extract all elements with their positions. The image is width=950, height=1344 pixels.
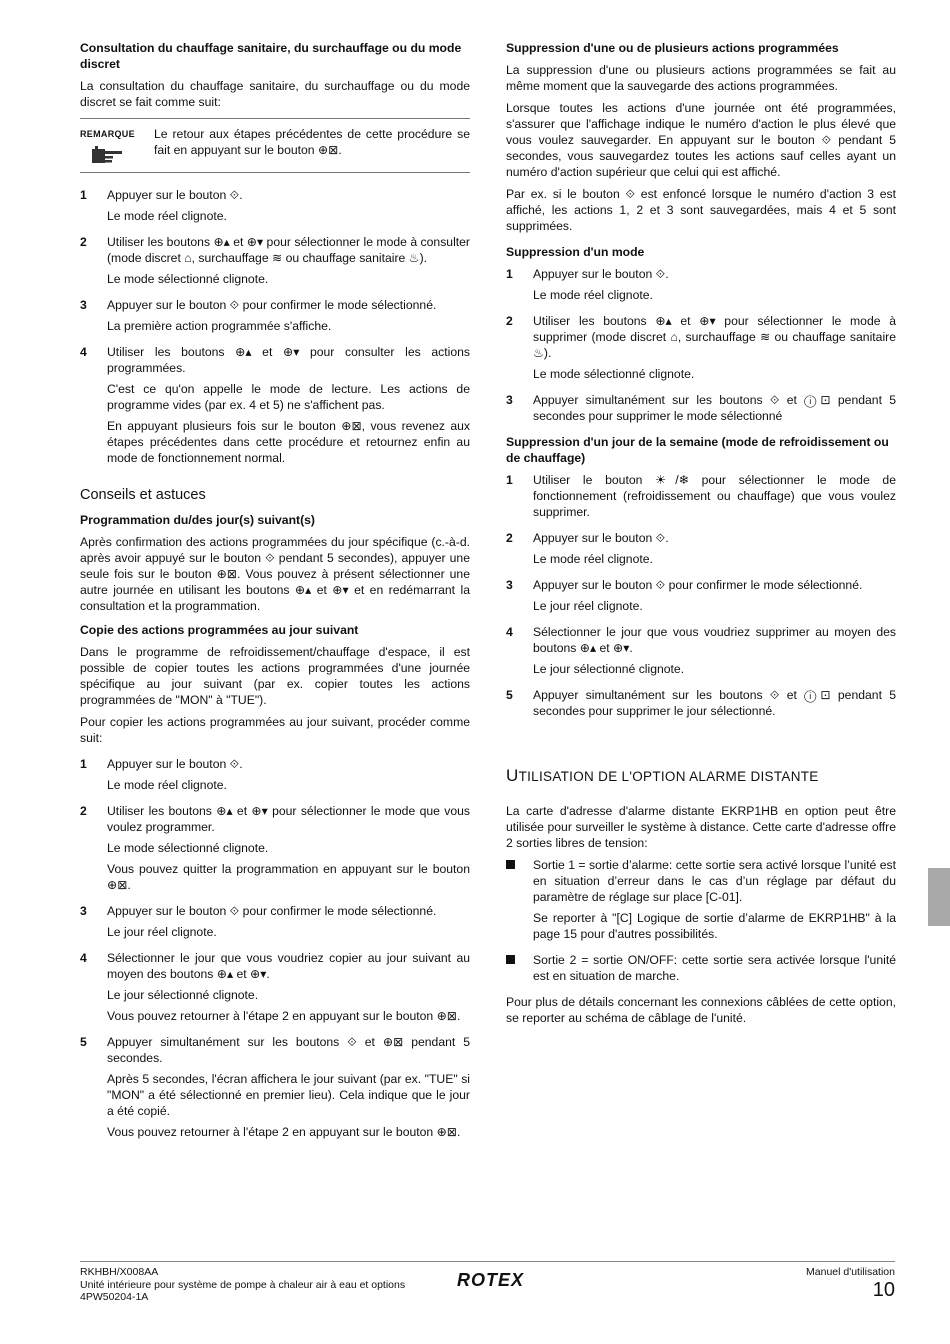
step-number: 1	[506, 267, 513, 281]
footer-model: RKHBH/X008AA	[80, 1266, 159, 1278]
step-text: Appuyer simultanément sur les boutons ⟐ et ⓘ⊡ pendant 5 secondes pour supprimer le mode sélectionné	[533, 393, 896, 423]
step-text: Le jour sélectionné clignote.	[533, 662, 685, 676]
section-title: Conseils et astuces	[80, 487, 206, 503]
paragraph: Dans le programme de refroidissement/chauffage d'espace, il est possible de copier toutes les actions programmées d'une journée spécifique au jour suivant (par ex. copier toutes les actions programmées de "MON" à "TUE").	[80, 645, 470, 707]
step-number: 3	[506, 393, 513, 407]
step-item	[80, 903, 470, 945]
remark-box	[80, 118, 470, 173]
step-text: Utiliser les boutons ⊕▴ et ⊕▾ pour sélectionner le mode à supprimer (mode discret ⌂, surchauffage ≋ ou chauffage sanitaire ♨).	[533, 314, 896, 360]
footer-manual: Manuel d'utilisation	[806, 1266, 895, 1278]
left-column	[80, 40, 470, 1150]
step-number: 3	[80, 904, 87, 918]
section-intro: La consultation du chauffage sanitaire, du surchauffage ou du mode discret se fait comme suit:	[80, 79, 470, 109]
step-number: 3	[80, 298, 87, 312]
step-text: La première action programmée s'affiche.	[107, 319, 332, 333]
step-text: Utiliser les boutons ⊕▴ et ⊕▾ pour consulter les actions programmées.	[107, 345, 470, 375]
paragraph: La carte d'adresse d'alarme distante EKRP1HB en option peut être utilisée pour surveiller le système à distance. Cette carte d'adresse offre 2 sorties libres de tension:	[506, 804, 896, 850]
step-item	[506, 530, 896, 572]
step-text: Le jour sélectionné clignote.	[107, 988, 259, 1002]
step-number: 2	[506, 531, 513, 545]
step-text: Utiliser le bouton ☀/❄ pour sélectionner le mode de fonctionnement (refroidissement ou chauffage) que vous voulez supprimer.	[533, 473, 896, 519]
step-text: Appuyer simultanément sur les boutons ⟐ et ⓘ⊡ pendant 5 secondes pour supprimer le jour sélectionné.	[533, 688, 896, 718]
step-text: Le jour réel clignote.	[533, 599, 643, 613]
step-number: 5	[80, 1035, 87, 1049]
page-footer	[80, 1261, 895, 1303]
bullet-text: Sortie 1 = sortie d’alarme: cette sortie sera activé lorsque l’unité est en situation d’erreur dans le cas d’un réglage par défaut du paramètre de réglage sur place [C-01].	[533, 858, 896, 904]
step-number: 2	[80, 235, 87, 249]
step-item	[80, 344, 470, 471]
step-text: Après 5 secondes, l'écran affichera le jour suivant (par ex. "TUE" si "MON" a été sélectionné en premier lieu). Cela indique que le jour a été copié.	[107, 1072, 470, 1118]
step-number: 1	[80, 757, 87, 771]
step-number: 2	[80, 804, 87, 818]
step-item	[506, 577, 896, 619]
step-number: 4	[506, 625, 513, 639]
step-text: Le mode réel clignote.	[533, 288, 653, 302]
section-title: Suppression d'une ou de plusieurs actions programmées	[506, 41, 839, 55]
chapter-title: UTILISATION DE L'OPTION ALARME DISTANTE	[506, 766, 819, 785]
remark-tag: REMARQUE	[80, 129, 135, 139]
steps-list	[506, 266, 896, 429]
step-item	[80, 950, 470, 1029]
hand-pointer-icon	[90, 145, 124, 165]
paragraph: Lorsque toutes les actions d'une journée ont été programmées, s'assurer que l'affichage indique le numéro d'action le plus élevé que vous voulez sauvegarder. En appuyant sur le bouton ⟐ pendant 5 secondes, vous sauvegardez toutes les actions sauf celles ayant un numéro d'action supérieur que celui qui est affiché.	[506, 101, 896, 179]
step-text: Appuyer simultanément sur les boutons ⟐ et ⊕⊠ pendant 5 secondes.	[107, 1035, 470, 1065]
side-tab-marker	[928, 868, 950, 926]
bullet-text: Se reporter à "[C] Logique de sortie d’alarme de EKRP1HB" à la page 15 pour d'autres possibilités.	[533, 911, 896, 941]
step-text: Appuyer sur le bouton ⟐.	[533, 267, 669, 281]
step-text: Le mode sélectionné clignote.	[107, 841, 269, 855]
bullet-square-icon	[506, 860, 515, 869]
footer-code: 4PW50204-1A	[80, 1291, 149, 1303]
step-text: Appuyer sur le bouton ⟐ pour confirmer le mode sélectionné.	[107, 298, 437, 312]
steps-list	[80, 187, 470, 471]
step-text: Appuyer sur le bouton ⟐ pour confirmer le mode sélectionné.	[107, 904, 437, 918]
step-item	[506, 392, 896, 429]
steps-list	[506, 472, 896, 724]
step-number: 1	[506, 473, 513, 487]
step-text: Le mode réel clignote.	[107, 209, 227, 223]
footer-description: Unité intérieure pour système de pompe à chaleur air à eau et options	[80, 1278, 406, 1291]
right-column	[506, 40, 896, 1032]
step-item	[80, 756, 470, 798]
step-text: Utiliser les boutons ⊕▴ et ⊕▾ pour sélectionner le mode que vous voulez programmer.	[107, 804, 470, 834]
step-text: Vous pouvez retourner à l'étape 2 en appuyant sur le bouton ⊕⊠.	[107, 1009, 461, 1023]
step-text: Sélectionner le jour que vous voudriez supprimer au moyen des boutons ⊕▴ et ⊕▾.	[533, 625, 896, 655]
step-item	[506, 687, 896, 724]
step-text: Le mode sélectionné clignote.	[107, 272, 269, 286]
step-text: C'est ce qu'on appelle le mode de lecture. Les actions de programme vides (par ex. 4 et 5) ne s'affichent pas.	[107, 382, 470, 412]
step-text: En appuyant plusieurs fois sur le bouton ⊕⊠, vous revenez aux étapes précédentes dans cette procédure et retournez enfin au mode de fonctionnement normal.	[107, 419, 470, 465]
paragraph: La suppression d'une ou plusieurs actions programmées se fait au même moment que la sauvegarde des actions programmées.	[506, 63, 896, 93]
steps-list	[80, 756, 470, 1145]
paragraph: Après confirmation des actions programmées du jour spécifique (c.-à-d. après avoir appuyé sur le bouton ⟐ pendant 5 secondes), appuyer une seule fois sur le bouton ⊕⊠. Vous pouvez à présent sélectionner une autre journée en utilisant les boutons ⊕▴ et ⊕▾ et en redémarrant la consultation et la programmation.	[80, 535, 470, 613]
step-text: Appuyer sur le bouton ⟐.	[533, 531, 669, 545]
step-item	[80, 297, 470, 339]
step-text: Le mode réel clignote.	[533, 552, 653, 566]
paragraph: Par ex. si le bouton ⟐ est enfoncé lorsque le numéro d'action 3 est affiché, les actions 1, 2 et 3 sont sauvegardées, mais 4 et 5 sont supprimées.	[506, 187, 896, 233]
remark-text: Le retour aux étapes précédentes de cette procédure se fait en appuyant sur le bouton ⊕⊠.	[154, 127, 470, 157]
step-text: Le mode réel clignote.	[107, 778, 227, 792]
step-text: Le mode sélectionné clignote.	[533, 367, 695, 381]
step-item	[80, 234, 470, 292]
bullet-list	[506, 857, 896, 989]
bullet-item	[506, 952, 896, 989]
section-title: Suppression d'un mode	[506, 245, 645, 259]
section-title: Suppression d'un jour de la semaine (mode de refroidissement ou de chauffage)	[506, 435, 889, 465]
step-number: 3	[506, 578, 513, 592]
step-number: 5	[506, 688, 513, 702]
bullet-square-icon	[506, 955, 515, 964]
step-text: Vous pouvez retourner à l'étape 2 en appuyant sur le bouton ⊕⊠.	[107, 1125, 461, 1139]
step-item	[506, 624, 896, 682]
step-number: 4	[80, 951, 87, 965]
paragraph: Pour copier les actions programmées au jour suivant, procéder comme suit:	[80, 715, 470, 745]
step-item	[506, 313, 896, 387]
page-number: 10	[872, 1278, 895, 1301]
step-number: 1	[80, 188, 87, 202]
step-number: 4	[80, 345, 87, 359]
step-item	[506, 472, 896, 525]
step-text: Sélectionner le jour que vous voudriez copier au jour suivant au moyen des boutons ⊕▴ et ⊕▾.	[107, 951, 470, 981]
step-item	[80, 1034, 470, 1145]
rotex-logo: ROTEX	[457, 1270, 525, 1290]
step-item	[80, 187, 470, 229]
paragraph: Pour plus de détails concernant les connexions câblées de cette option, se reporter au schéma de câblage de l'unité.	[506, 995, 896, 1025]
bullet-text: Sortie 2 = sortie ON/OFF: cette sortie sera activée lorsque l'unité est en situation de marche.	[533, 953, 896, 983]
step-text: Appuyer sur le bouton ⟐ pour confirmer le mode sélectionné.	[533, 578, 863, 592]
step-text: Appuyer sur le bouton ⟐.	[107, 188, 243, 202]
section-title: Consultation du chauffage sanitaire, du surchauffage ou du mode discret	[80, 41, 462, 71]
step-number: 2	[506, 314, 513, 328]
step-text: Utiliser les boutons ⊕▴ et ⊕▾ pour sélectionner le mode à consulter (mode discret ⌂, surchauffage ≋ ou chauffage sanitaire ♨).	[107, 235, 470, 265]
step-item	[80, 803, 470, 898]
subsection-title: Programmation du/des jour(s) suivant(s)	[80, 513, 315, 527]
step-text: Appuyer sur le bouton ⟐.	[107, 757, 243, 771]
step-item	[506, 266, 896, 308]
step-text: Vous pouvez quitter la programmation en appuyant sur le bouton ⊕⊠.	[107, 862, 470, 892]
step-text: Le jour réel clignote.	[107, 925, 217, 939]
subsection-title: Copie des actions programmées au jour suivant	[80, 623, 359, 637]
bullet-item	[506, 857, 896, 947]
